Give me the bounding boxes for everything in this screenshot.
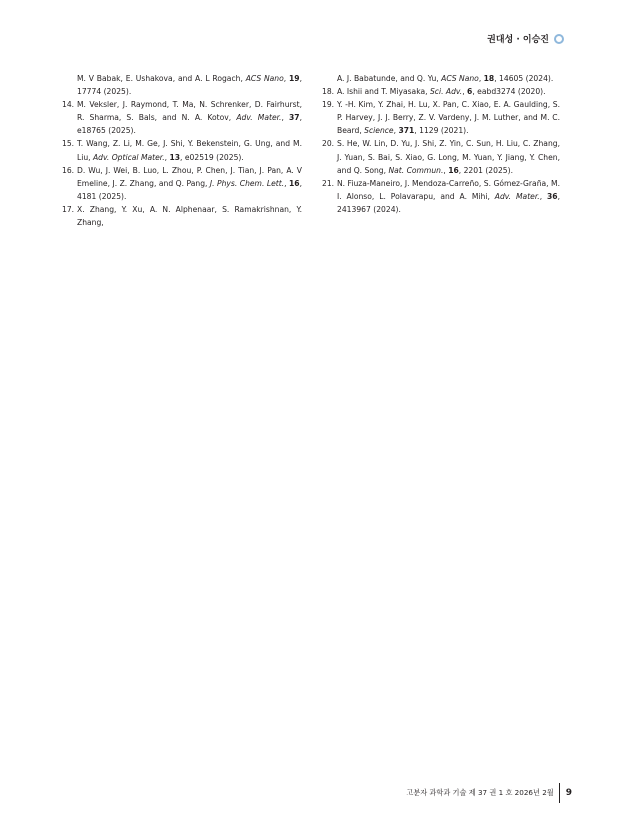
ref-authors: M. V Babak, E. Ushakova, and A. L Rogach, [77,74,246,83]
ref-volume: 19 [289,74,300,83]
ref-authors: A. Ishii and T. Miyasaka, [337,87,430,97]
reference-item [62,72,302,98]
ref-sep: , [478,74,484,83]
ref-sep: , [393,126,399,136]
ref-authors: N. Fiuza-Maneiro, J. Mendoza-Carreño, S. Gómez-Graña, M. I. Alonso, L. Polavarapu, and A. Mihi, [337,178,560,201]
footer-journal-info: 고분자 과학과 기술 제 37 권 1 호 2026년 2월 [406,788,554,797]
ref-volume: 36 [547,191,558,201]
ref-journal: ACS Nano [441,74,479,83]
ref-volume: 16 [289,178,300,188]
ref-number: 15. [62,139,75,149]
ref-rest: , e18765 (2025). [77,113,303,136]
ref-volume: 6 [467,87,473,97]
ref-volume: 13 [169,152,181,162]
running-header [487,32,564,45]
ref-rest: , e02519 (2025). [180,152,244,162]
ref-sep: , [462,87,468,97]
ref-journal: ACS Nano [245,74,284,83]
header-authors: 권대성 · 이승진 [487,35,549,45]
ref-authors: S. He, W. Lin, D. Yu, J. Shi, Z. Yin, C. Sun, H. Liu, C. Zhang, J. Yuan, S. Bai, S. Xiao, G. Long, M. Yuan, Y. Jiang, Y. Chen, and Q. Song, [337,139,560,175]
ref-sep: , [283,74,290,83]
ref-volume: 371 [398,126,415,136]
reference-item [62,164,302,203]
ref-rest: , eabd3274 (2020). [472,87,546,97]
reference-item [322,98,560,137]
ref-number: 21. [322,178,335,188]
ref-number: 16. [62,165,75,175]
ref-sep: , [539,191,547,201]
ref-journal: J. Phys. Chem. Lett. [209,178,285,188]
ref-authors: T. Wang, Z. Li, M. Ge, J. Shi, Y. Bekenstein, G. Ung, and M. Liu, [77,139,302,162]
reference-item [62,98,302,137]
ref-sep: , [284,178,289,188]
ref-number: 17. [62,204,75,214]
ref-rest: , 2413967 (2024). [337,191,560,214]
ref-rest: , 2201 (2025). [458,165,513,175]
page-number: 9 [565,788,572,798]
references-left-column [62,72,302,229]
ref-rest: , 17774 (2025). [77,74,303,97]
ref-volume: 18 [483,74,495,83]
ref-number: 18. [322,87,335,97]
ref-journal: Adv. Mater. [236,113,282,123]
ref-volume: 37 [289,113,300,123]
reference-item [62,137,302,163]
ref-rest: , 14605 (2024). [494,74,554,83]
reference-item [322,137,560,176]
footer-divider [559,783,560,803]
ref-journal: Adv. Optical Mater. [92,152,165,162]
ref-rest: , 1129 (2021). [414,126,469,136]
ref-sep: , [281,113,290,123]
reference-item [322,85,560,98]
ref-journal: Adv. Mater. [494,191,540,201]
ref-authors: Y. -H. Kim, Y. Zhai, H. Lu, X. Pan, C. Xiao, E. A. Gaulding, S. P. Harvey, J. J. Berry, Z. V. Vardeny, J. M. Luther, and M. C. Beard, [337,100,560,136]
ref-authors: X. Zhang, Y. Xu, A. N. Alphenaar, S. Ramakrishnan, Y. Zhang, [77,204,302,228]
reference-item [322,177,560,216]
ref-authors: A. J. Babatunde, and Q. Yu, [337,74,442,83]
ref-sep: , [443,165,449,175]
ref-journal: Science [364,126,394,136]
ref-authors: M. Veksler, J. Raymond, T. Ma, N. Schrenker, D. Fairhurst, R. Sharma, S. Bals, and N. A. Kotov, [77,100,302,123]
ref-sep: , [164,152,170,162]
ref-journal: Sci. Adv. [429,87,463,97]
ref-number: 19. [322,100,335,110]
reference-item [62,203,302,229]
ref-number: 20. [322,139,335,149]
ref-volume: 16 [448,165,459,175]
circle-icon [554,34,564,44]
ref-rest: , 4181 (2025). [77,178,302,201]
ref-number: 14. [62,100,75,110]
ref-authors: D. Wu, J. Wei, B. Luo, L. Zhou, P. Chen, J. Tian, J. Pan, A. V Emeline, J. Z. Zhang, and Q. Pang, [77,165,302,188]
ref-journal: Nat. Commun. [388,165,444,175]
page-footer [406,783,572,803]
references-right-column [322,72,560,216]
reference-item [322,72,560,85]
